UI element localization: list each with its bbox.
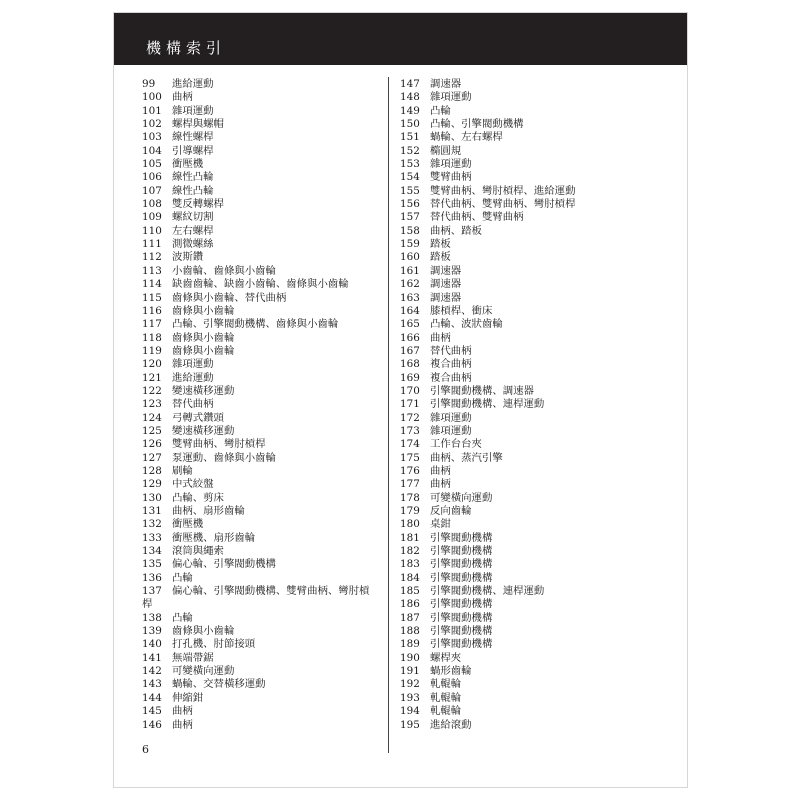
entry-number: 162 — [400, 278, 420, 291]
entry-number: 157 — [400, 211, 420, 224]
index-entry — [142, 118, 392, 131]
page-title: 機構索引 — [146, 39, 227, 57]
index-entry — [400, 358, 670, 371]
entry-text: 引擎閥動機構 — [430, 598, 493, 611]
entry-number: 174 — [400, 438, 420, 451]
entry-number: 105 — [142, 158, 162, 171]
entry-number: 122 — [142, 384, 162, 397]
index-entry — [400, 278, 670, 291]
entry-text: 左右螺桿 — [172, 224, 214, 237]
index-entry — [400, 585, 670, 598]
entry-number: 161 — [400, 264, 420, 277]
entry-number: 133 — [142, 531, 162, 544]
index-entry — [400, 465, 670, 478]
index-entry — [142, 545, 392, 558]
index-entry — [142, 505, 392, 518]
index-entry — [400, 719, 670, 732]
index-entry — [142, 585, 392, 598]
index-entry — [142, 198, 392, 211]
index-entry — [400, 665, 670, 678]
entry-number: 106 — [142, 171, 162, 184]
entry-text: 凸輪 — [430, 104, 451, 117]
entry-number: 146 — [142, 718, 162, 731]
entry-number: 148 — [400, 91, 420, 104]
entry-text: 波斯鑽 — [172, 251, 204, 264]
entry-text: 缺齒齒輪、缺齒小齒輪、齒條與小齒輪 — [172, 278, 349, 291]
index-entry — [400, 625, 670, 638]
entry-text: 齒條與小齒輪 — [172, 304, 235, 317]
entry-number: 117 — [142, 318, 162, 331]
index-entry — [142, 478, 392, 491]
index-entry — [142, 385, 392, 398]
index-entry — [400, 225, 670, 238]
index-entry — [142, 452, 392, 465]
entry-text: 凸輪、引擎閥動機構 — [430, 118, 524, 131]
entry-text: 引擎閥動機構 — [430, 611, 493, 624]
entry-text: 替代曲柄 — [172, 398, 214, 411]
entry-text: 小齒輪、齒條與小齒輪 — [172, 264, 276, 277]
index-entry — [400, 105, 670, 118]
entry-text-continuation: 桿 — [142, 598, 153, 611]
entry-text: 弓轉式鑽頭 — [172, 411, 224, 424]
entry-text: 曲柄 — [430, 478, 451, 491]
index-entry — [142, 225, 392, 238]
entry-number: 178 — [400, 491, 420, 504]
entry-number: 137 — [142, 585, 162, 598]
index-entry — [142, 105, 392, 118]
entry-text: 曲柄、扇形齒輪 — [172, 505, 245, 517]
index-entry — [400, 211, 670, 224]
index-entry — [400, 345, 670, 358]
entry-text: 引擎閥動機構 — [430, 571, 493, 584]
entry-number: 173 — [400, 424, 420, 437]
entry-text: 齒條與小齒輪 — [172, 625, 235, 638]
entry-text: 可變橫向運動 — [172, 665, 235, 678]
entry-text: 雜項運動 — [430, 424, 472, 437]
entry-text: 衝壓機 — [172, 158, 204, 171]
entry-text: 曲柄 — [172, 705, 193, 718]
entry-text: 曲柄 — [172, 718, 193, 731]
index-entry — [400, 705, 670, 718]
entry-number: 108 — [142, 198, 162, 211]
entry-text: 曲柄、踏板 — [430, 224, 482, 237]
entry-text: 曲柄 — [430, 464, 451, 477]
entry-text: 反向齒輪 — [430, 505, 472, 517]
entry-number: 183 — [400, 558, 420, 571]
entry-number: 114 — [142, 278, 162, 291]
entry-number: 194 — [400, 705, 420, 718]
entry-number: 147 — [400, 78, 420, 90]
index-entry — [400, 518, 670, 531]
entry-number: 186 — [400, 598, 420, 611]
entry-text: 軋輥輪 — [430, 705, 462, 718]
entry-text: 調速器 — [430, 291, 462, 304]
index-entry — [400, 612, 670, 625]
entry-text: 凸輪、波狀齒輪 — [430, 318, 503, 331]
entry-number: 163 — [400, 291, 420, 304]
entry-number: 124 — [142, 411, 162, 424]
entry-number: 135 — [142, 558, 162, 571]
entry-text: 中式絞盤 — [172, 478, 214, 491]
index-entry — [142, 305, 392, 318]
index-entry — [400, 678, 670, 691]
index-entry — [142, 719, 392, 732]
entry-number: 139 — [142, 625, 162, 638]
index-entry — [142, 572, 392, 585]
index-entry — [400, 505, 670, 518]
entry-text: 螺紋切割 — [172, 211, 214, 224]
header-bar — [114, 13, 687, 65]
entry-number: 127 — [142, 451, 162, 464]
entry-text: 引擎閥動機構 — [430, 545, 493, 558]
index-entry — [400, 532, 670, 545]
entry-number: 129 — [142, 478, 162, 491]
entry-number: 176 — [400, 464, 420, 477]
entry-text: 曲柄 — [430, 331, 451, 344]
index-entry — [142, 625, 392, 638]
entry-number: 192 — [400, 678, 420, 691]
entry-number: 180 — [400, 518, 420, 531]
index-entry — [400, 572, 670, 585]
index-entry — [400, 438, 670, 451]
index-entry — [142, 171, 392, 184]
entry-number: 144 — [142, 691, 162, 704]
index-entry — [400, 251, 670, 264]
index-entry — [142, 372, 392, 385]
entry-text: 複合曲柄 — [430, 371, 472, 384]
index-entry — [400, 372, 670, 385]
index-entry — [142, 292, 392, 305]
index-entry — [400, 158, 670, 171]
index-entry — [142, 705, 392, 718]
entry-number: 138 — [142, 611, 162, 624]
index-entry — [142, 358, 392, 371]
entry-number: 149 — [400, 104, 420, 117]
index-page — [113, 12, 688, 788]
index-entry — [400, 171, 670, 184]
index-entry — [400, 118, 670, 131]
entry-text: 雜項運動 — [172, 104, 214, 117]
index-entry — [142, 211, 392, 224]
entry-number: 103 — [142, 131, 162, 144]
entry-text: 偏心輪、引擎閥動機構 — [172, 558, 276, 571]
index-entry — [400, 385, 670, 398]
index-entry — [400, 238, 670, 251]
index-entry — [142, 412, 392, 425]
entry-number: 195 — [400, 718, 420, 731]
entry-text: 蝸形齒輪 — [430, 665, 472, 678]
entry-text: 測微螺絲 — [172, 238, 214, 251]
index-entry — [400, 131, 670, 144]
index-entry — [142, 652, 392, 665]
index-entry — [400, 318, 670, 331]
entry-number: 143 — [142, 678, 162, 691]
entry-number: 128 — [142, 464, 162, 477]
entry-number: 102 — [142, 118, 162, 131]
index-entry — [400, 198, 670, 211]
entry-number: 141 — [142, 651, 162, 664]
entry-text: 調速器 — [430, 278, 462, 291]
entry-number: 107 — [142, 184, 162, 197]
entry-number: 119 — [142, 344, 162, 357]
entry-text: 線性螺桿 — [172, 131, 214, 144]
entry-number: 118 — [142, 331, 162, 344]
index-entry — [142, 345, 392, 358]
index-entry — [142, 91, 392, 104]
entry-number: 185 — [400, 585, 420, 598]
entry-text: 引擎閥動機構、連桿運動 — [430, 398, 545, 411]
index-entry — [400, 332, 670, 345]
index-entry — [400, 558, 670, 571]
entry-text: 可變橫向運動 — [430, 491, 493, 504]
index-entry — [400, 425, 670, 438]
entry-number: 112 — [142, 251, 162, 264]
entry-number: 156 — [400, 198, 420, 211]
entry-text: 雙反轉螺桿 — [172, 198, 224, 211]
entry-text: 凸輪 — [172, 611, 193, 624]
index-entry — [400, 145, 670, 158]
entry-text: 引導螺桿 — [172, 144, 214, 157]
entry-text: 偏心輪、引擎閥動機構、雙臂曲柄、彎肘槓 — [172, 585, 370, 598]
entry-number: 101 — [142, 104, 162, 117]
entry-text: 伸縮鉗 — [172, 691, 204, 704]
entry-number: 126 — [142, 438, 162, 451]
index-entry — [142, 145, 392, 158]
entry-text: 齒條與小齒輪 — [172, 331, 235, 344]
index-entry — [142, 332, 392, 345]
index-entry — [142, 638, 392, 651]
entry-number: 142 — [142, 665, 162, 678]
index-entry — [400, 91, 670, 104]
entry-number: 132 — [142, 518, 162, 531]
entry-text: 引擎閥動機構 — [430, 558, 493, 571]
entry-number: 165 — [400, 318, 420, 331]
entry-number: 182 — [400, 545, 420, 558]
entry-text: 螺桿夾 — [430, 651, 462, 664]
entry-text: 桌鉗 — [430, 518, 451, 531]
index-column-left — [142, 78, 392, 732]
entry-number: 151 — [400, 131, 420, 144]
entry-number: 184 — [400, 571, 420, 584]
entry-number: 179 — [400, 505, 420, 517]
index-entry — [142, 532, 392, 545]
entry-number: 159 — [400, 238, 420, 251]
entry-text: 調速器 — [430, 264, 462, 277]
entry-text: 工作台台夾 — [430, 438, 482, 451]
entry-text: 軋輥輪 — [430, 678, 462, 691]
entry-number: 123 — [142, 398, 162, 411]
index-entry — [400, 545, 670, 558]
entry-text: 凸輪、剪床 — [172, 491, 224, 504]
index-entry — [142, 492, 392, 505]
entry-text: 變速橫移運動 — [172, 384, 235, 397]
entry-text: 衝壓機、扇形齒輪 — [172, 531, 256, 544]
index-entry — [142, 265, 392, 278]
entry-text: 凸輪、引擎閥動機構、齒條與小齒輪 — [172, 318, 339, 331]
entry-number: 120 — [142, 358, 162, 371]
entry-number: 121 — [142, 371, 162, 384]
entry-number: 191 — [400, 665, 420, 678]
entry-text: 凸輪 — [172, 571, 193, 584]
entry-text: 線性凸輪 — [172, 184, 214, 197]
entry-number: 140 — [142, 638, 162, 651]
index-entry — [142, 238, 392, 251]
index-entry — [400, 78, 670, 91]
entry-text: 螺桿與螺帽 — [172, 118, 224, 131]
entry-number: 177 — [400, 478, 420, 491]
entry-text: 踏板 — [430, 251, 451, 264]
entry-number: 145 — [142, 705, 162, 718]
index-entry — [400, 452, 670, 465]
entry-number: 164 — [400, 304, 420, 317]
entry-text: 泵運動、齒條與小齒輪 — [172, 451, 276, 464]
index-entry — [400, 305, 670, 318]
index-entry — [142, 131, 392, 144]
index-entry — [142, 518, 392, 531]
entry-text: 替代曲柄、雙臂曲柄、彎肘槓桿 — [430, 198, 576, 211]
column-divider — [388, 77, 389, 753]
entry-text: 引擎閥動機構 — [430, 638, 493, 651]
index-entry — [400, 185, 670, 198]
entry-number: 115 — [142, 291, 162, 304]
entry-text: 引擎閥動機構、連桿運動 — [430, 585, 545, 598]
entry-text: 進給運動 — [172, 78, 214, 90]
entry-number: 170 — [400, 384, 420, 397]
entry-text: 齒條與小齒輪、替代曲柄 — [172, 291, 287, 304]
entry-number: 160 — [400, 251, 420, 264]
index-entry — [142, 251, 392, 264]
entry-number: 134 — [142, 545, 162, 558]
entry-text: 雜項運動 — [172, 358, 214, 371]
index-entry — [400, 292, 670, 305]
entry-number: 187 — [400, 611, 420, 624]
index-entry — [400, 478, 670, 491]
index-entry — [400, 638, 670, 651]
entry-text: 衝壓機 — [172, 518, 204, 531]
index-entry — [142, 438, 392, 451]
entry-text: 雜項運動 — [430, 158, 472, 171]
index-entry — [400, 598, 670, 611]
entry-text: 替代曲柄、雙臂曲柄 — [430, 211, 524, 224]
entry-number: 104 — [142, 144, 162, 157]
entry-text: 引擎閥動機構、調速器 — [430, 384, 534, 397]
entry-number: 189 — [400, 638, 420, 651]
index-entry — [142, 612, 392, 625]
entry-number: 166 — [400, 331, 420, 344]
index-column-right — [400, 78, 670, 732]
index-entry — [400, 412, 670, 425]
entry-text: 替代曲柄 — [430, 344, 472, 357]
entry-number: 130 — [142, 491, 162, 504]
index-entry — [400, 398, 670, 411]
entry-number: 167 — [400, 344, 420, 357]
entry-text: 雙臂曲柄、彎肘槓桿、進給運動 — [430, 184, 576, 197]
entry-number: 99 — [142, 78, 156, 90]
entry-text: 蝸輪、交替橫移運動 — [172, 678, 266, 691]
entry-number: 158 — [400, 224, 420, 237]
entry-text: 齒條與小齒輪 — [172, 344, 235, 357]
index-entry — [142, 425, 392, 438]
index-entry — [142, 398, 392, 411]
entry-text: 刷輪 — [172, 464, 193, 477]
entry-text: 引擎閥動機構 — [430, 625, 493, 638]
entry-number: 188 — [400, 625, 420, 638]
entry-text: 踏板 — [430, 238, 451, 251]
entry-number: 155 — [400, 184, 420, 197]
index-entry — [400, 692, 670, 705]
entry-number: 113 — [142, 264, 162, 277]
index-entry — [142, 158, 392, 171]
entry-text: 進給運動 — [172, 371, 214, 384]
index-entry — [400, 652, 670, 665]
index-entry — [142, 78, 392, 91]
index-entry — [142, 692, 392, 705]
entry-text: 無端帶鋸 — [172, 651, 214, 664]
entry-text: 引擎閥動機構 — [430, 531, 493, 544]
entry-number: 181 — [400, 531, 420, 544]
entry-number: 169 — [400, 371, 420, 384]
entry-text: 變速橫移運動 — [172, 424, 235, 437]
entry-number: 190 — [400, 651, 420, 664]
entry-number: 111 — [142, 238, 162, 251]
index-entry — [142, 318, 392, 331]
entry-text: 線性凸輪 — [172, 171, 214, 184]
entry-text: 膝槓桿、衝床 — [430, 304, 493, 317]
entry-number: 150 — [400, 118, 420, 131]
entry-text: 曲柄、蒸汽引擎 — [430, 451, 503, 464]
entry-number: 116 — [142, 304, 162, 317]
entry-number: 171 — [400, 398, 420, 411]
entry-text: 滾筒與繩索 — [172, 545, 224, 558]
index-entry — [142, 278, 392, 291]
entry-number: 153 — [400, 158, 420, 171]
index-entry — [400, 265, 670, 278]
entry-number: 110 — [142, 224, 162, 237]
index-entry — [142, 558, 392, 571]
entry-text: 橢圓規 — [430, 144, 462, 157]
entry-text: 蝸輪、左右螺桿 — [430, 131, 503, 144]
page-number: 6 — [142, 743, 149, 756]
entry-text: 雜項運動 — [430, 91, 472, 104]
entry-number: 154 — [400, 171, 420, 184]
entry-text: 複合曲柄 — [430, 358, 472, 371]
entry-number: 152 — [400, 144, 420, 157]
entry-text: 調速器 — [430, 78, 462, 90]
index-entry — [142, 465, 392, 478]
entry-number: 193 — [400, 691, 420, 704]
entry-text: 雙臂曲柄 — [430, 171, 472, 184]
entry-text: 進給滾動 — [430, 718, 472, 731]
entry-text: 軋輥輪 — [430, 691, 462, 704]
entry-text: 曲柄 — [172, 91, 193, 104]
entry-number: 125 — [142, 424, 162, 437]
index-entry — [142, 678, 392, 691]
index-entry — [142, 665, 392, 678]
entry-text: 雜項運動 — [430, 411, 472, 424]
index-entry — [400, 492, 670, 505]
entry-text: 雙臂曲柄、彎肘槓桿 — [172, 438, 266, 451]
entry-number: 168 — [400, 358, 420, 371]
entry-number: 131 — [142, 505, 162, 517]
entry-text: 打孔機、肘節接頭 — [172, 638, 256, 651]
entry-number: 109 — [142, 211, 162, 224]
entry-number: 175 — [400, 451, 420, 464]
entry-number: 172 — [400, 411, 420, 424]
index-entry — [142, 185, 392, 198]
entry-number: 136 — [142, 571, 162, 584]
entry-number: 100 — [142, 91, 162, 104]
